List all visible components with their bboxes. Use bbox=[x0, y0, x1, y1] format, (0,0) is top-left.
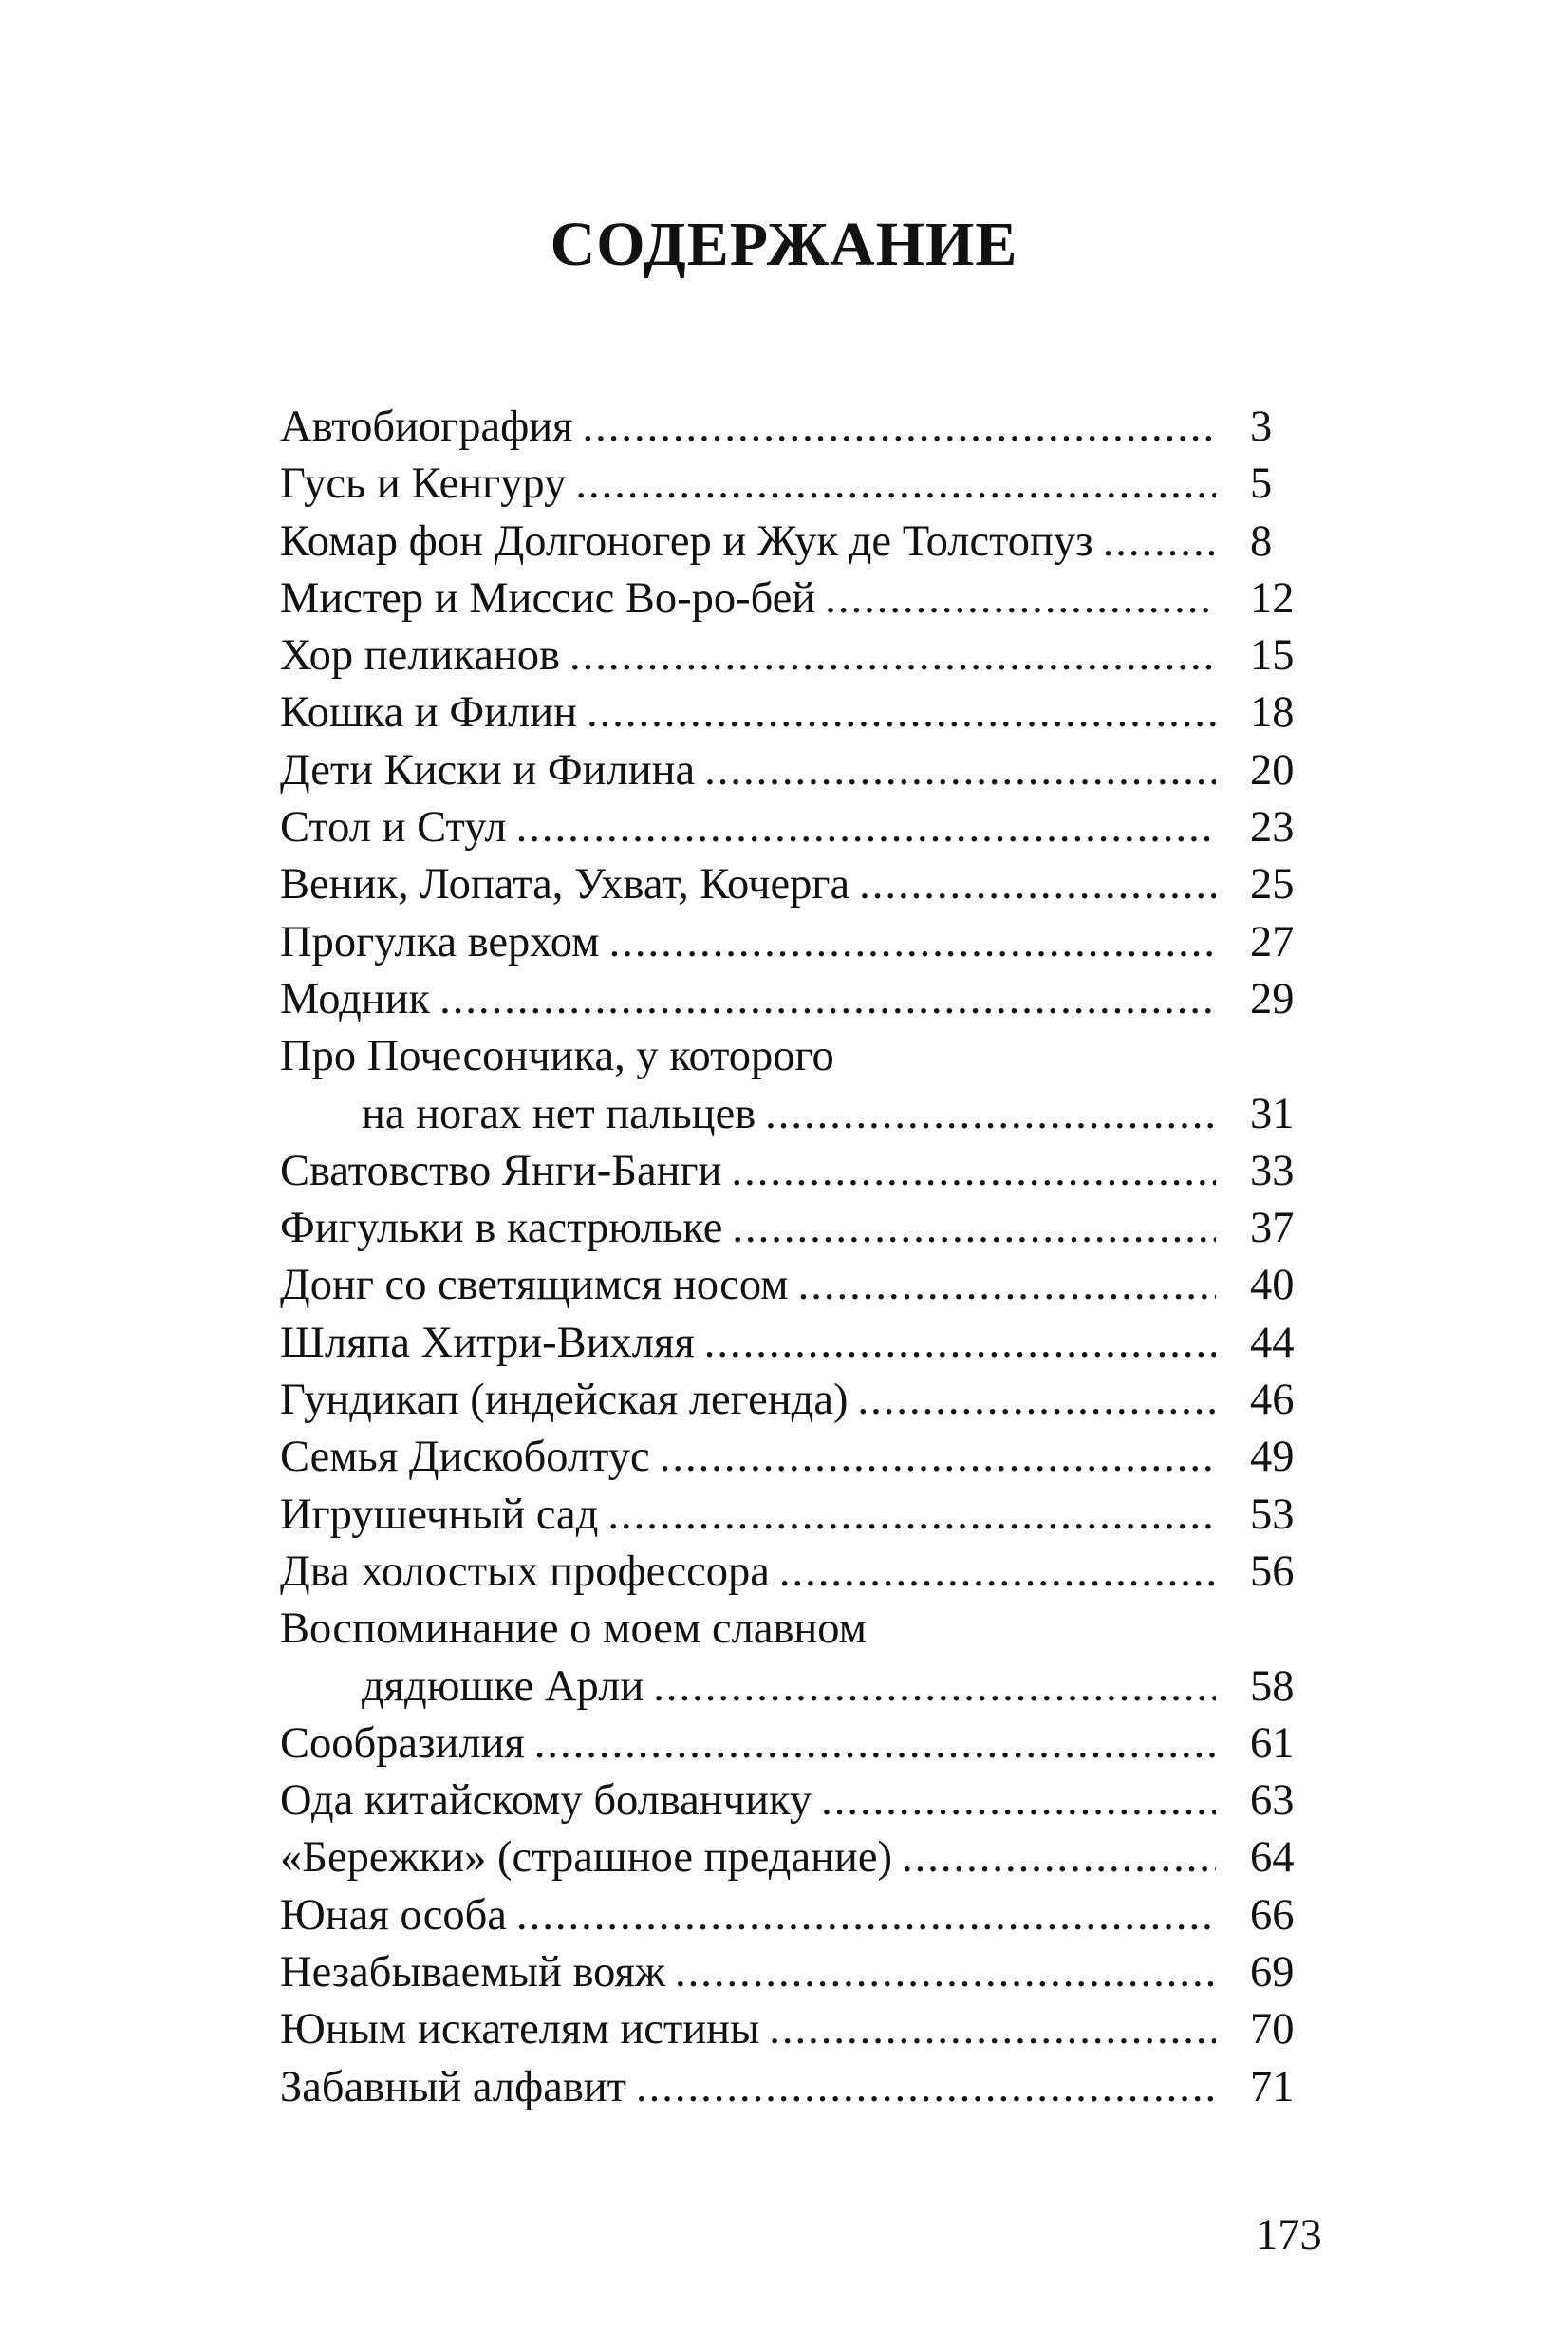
toc-entry-page: 71 bbox=[1250, 2062, 1295, 2111]
toc-entry-page: 33 bbox=[1250, 1146, 1295, 1195]
toc-leader-dots bbox=[587, 684, 1216, 741]
toc-entry-page: 25 bbox=[1250, 860, 1295, 909]
toc-leader-dots bbox=[821, 1772, 1216, 1829]
toc-entry bbox=[280, 1716, 1324, 1772]
toc-entry bbox=[280, 456, 1324, 513]
toc-entry bbox=[280, 1143, 1324, 1200]
toc-entry bbox=[280, 971, 1324, 1028]
toc-leader-dots bbox=[798, 1257, 1216, 1314]
toc-entry-title: Незабываемый вояж bbox=[280, 1948, 666, 1997]
toc-entry-page: 3 bbox=[1250, 403, 1273, 451]
toc-entry-title: Юная особа bbox=[280, 1890, 507, 1940]
toc-leader-dots bbox=[704, 742, 1216, 799]
toc-entry-page: 63 bbox=[1250, 1776, 1295, 1826]
toc-entry-title: Семья Дискоболтус bbox=[280, 1433, 650, 1482]
toc-entry-page: 69 bbox=[1250, 1948, 1295, 1997]
toc-leader-dots bbox=[575, 456, 1216, 513]
toc-entry-page: 8 bbox=[1250, 516, 1273, 566]
toc-entry-page: 46 bbox=[1250, 1376, 1295, 1425]
toc-entry-title: Шляпа Хитри-Вихляя bbox=[280, 1318, 695, 1367]
toc-entry-page: 31 bbox=[1250, 1089, 1295, 1138]
toc-entry-title: Игрушечный сад bbox=[280, 1490, 599, 1539]
toc-entry bbox=[280, 571, 1324, 628]
toc-leader-dots bbox=[607, 1487, 1216, 1544]
toc-leader-dots bbox=[534, 1716, 1216, 1772]
toc-leader-dots bbox=[732, 1200, 1216, 1257]
toc-entry bbox=[280, 1372, 1324, 1429]
toc-entry-page: 44 bbox=[1250, 1318, 1295, 1367]
toc-leader-dots bbox=[516, 1887, 1216, 1944]
toc-entry bbox=[280, 1829, 1324, 1886]
toc-entry-title: Комар фон Долгоногер и Жук де Толстопуз bbox=[280, 516, 1093, 566]
toc-leader-dots bbox=[439, 971, 1216, 1028]
toc-entry-title: Забавный алфавит bbox=[280, 2062, 627, 2111]
toc-entry-page: 64 bbox=[1250, 1833, 1295, 1883]
toc-entry-title: Сватовство Янги-Банги bbox=[280, 1146, 722, 1195]
toc-leader-dots bbox=[675, 1944, 1216, 2001]
toc-leader-dots bbox=[859, 856, 1216, 913]
toc-entry-title: Кошка и Филин bbox=[280, 688, 578, 738]
toc-entry bbox=[280, 514, 1324, 571]
toc-entry-first-line bbox=[280, 1028, 1324, 1085]
toc-entry-title: Гусь и Кенгуру bbox=[280, 459, 567, 509]
toc-entry-title: Мистер и Миссис Во-ро-бей bbox=[280, 573, 816, 623]
toc-leader-dots bbox=[660, 1429, 1216, 1486]
toc-entry-title: Донг со светящимся носом bbox=[280, 1261, 789, 1310]
toc-leader-dots bbox=[857, 1372, 1216, 1429]
toc-entry-title: Юным искателям истины bbox=[280, 2005, 760, 2054]
toc-entry bbox=[280, 914, 1324, 971]
toc-entry-title: Воспоминание о моем славном bbox=[280, 1604, 868, 1654]
toc-entry-page: 40 bbox=[1250, 1261, 1295, 1310]
toc-entry-page: 66 bbox=[1250, 1890, 1295, 1940]
toc-entry bbox=[280, 2059, 1324, 2116]
toc-leader-dots bbox=[902, 1829, 1216, 1886]
toc-entry-first-line bbox=[280, 1601, 1324, 1658]
toc-entry-title: Сообразилия bbox=[280, 1718, 525, 1768]
toc-entry-page: 23 bbox=[1250, 803, 1295, 853]
toc-entry bbox=[280, 799, 1324, 856]
page-title: СОДЕРЖАНИЕ bbox=[550, 210, 1018, 279]
toc-entry-title: Хор пеликанов bbox=[280, 631, 561, 681]
toc-entry-title: Автобиография bbox=[280, 403, 573, 451]
toc-leader-dots bbox=[769, 2001, 1216, 2058]
toc-entry bbox=[280, 1887, 1324, 1944]
toc-leader-dots bbox=[779, 1544, 1216, 1601]
toc-entry-title-continuation: дядюшке Арли bbox=[362, 1661, 644, 1711]
toc-entry-page: 61 bbox=[1250, 1718, 1295, 1768]
toc-leader-dots bbox=[765, 1086, 1216, 1143]
toc-entry bbox=[280, 399, 1324, 456]
toc-entry bbox=[280, 1315, 1324, 1372]
toc-entry-title: Про Почесончика, у которого bbox=[280, 1032, 834, 1081]
toc-entry bbox=[280, 1772, 1324, 1829]
toc-entry-page: 15 bbox=[1250, 631, 1295, 681]
toc-entry-page: 12 bbox=[1250, 573, 1295, 623]
toc-entry bbox=[280, 1257, 1324, 1314]
toc-entry-title: Фигульки в кастрюльке bbox=[280, 1204, 723, 1253]
toc-entry-title: Прогулка верхом bbox=[280, 917, 600, 966]
table-of-contents bbox=[280, 399, 1324, 2116]
toc-entry-page: 5 bbox=[1250, 459, 1273, 509]
toc-entry-page: 18 bbox=[1250, 688, 1295, 738]
toc-entry bbox=[280, 1544, 1324, 1601]
page-number: 173 bbox=[1256, 2211, 1322, 2260]
toc-entry-page: 27 bbox=[1250, 917, 1295, 966]
toc-entry-page: 58 bbox=[1250, 1661, 1295, 1711]
toc-entry-title: Стол и Стул bbox=[280, 803, 507, 853]
toc-entry-title: Два холостых профессора bbox=[280, 1547, 770, 1596]
toc-entry-continuation bbox=[280, 1659, 1324, 1716]
toc-entry bbox=[280, 684, 1324, 741]
toc-entry-title-continuation: на ногах нет пальцев bbox=[362, 1089, 756, 1138]
toc-entry bbox=[280, 628, 1324, 684]
toc-leader-dots bbox=[516, 799, 1216, 856]
toc-entry-continuation bbox=[280, 1086, 1324, 1143]
toc-entry bbox=[280, 1487, 1324, 1544]
toc-entry-page: 56 bbox=[1250, 1547, 1295, 1596]
toc-entry-title: «Бережки» (страшное предание) bbox=[280, 1833, 892, 1883]
toc-leader-dots bbox=[731, 1143, 1216, 1200]
toc-entry-page: 49 bbox=[1250, 1433, 1295, 1482]
toc-entry-page: 20 bbox=[1250, 745, 1295, 795]
toc-entry-page: 29 bbox=[1250, 974, 1295, 1023]
toc-leader-dots bbox=[704, 1315, 1216, 1372]
toc-leader-dots bbox=[636, 2059, 1216, 2116]
toc-entry-title: Гундикап (индейская легенда) bbox=[280, 1376, 849, 1425]
toc-entry bbox=[280, 856, 1324, 913]
toc-entry bbox=[280, 1429, 1324, 1486]
toc-entry bbox=[280, 2001, 1324, 2058]
toc-entry-title: Модник bbox=[280, 974, 431, 1023]
toc-leader-dots bbox=[569, 628, 1216, 684]
toc-entry bbox=[280, 1200, 1324, 1257]
toc-entry bbox=[280, 742, 1324, 799]
toc-leader-dots bbox=[653, 1659, 1216, 1716]
toc-entry-title: Ода китайскому болванчику bbox=[280, 1776, 812, 1826]
toc-leader-dots bbox=[1103, 514, 1216, 571]
toc-leader-dots bbox=[825, 571, 1216, 628]
toc-leader-dots bbox=[609, 914, 1216, 971]
toc-entry-page: 37 bbox=[1250, 1204, 1295, 1253]
toc-entry bbox=[280, 1944, 1324, 2001]
toc-entry-page: 70 bbox=[1250, 2005, 1295, 2054]
toc-entry-page: 53 bbox=[1250, 1490, 1295, 1539]
toc-entry-title: Дети Киски и Филина bbox=[280, 745, 696, 795]
toc-leader-dots bbox=[583, 399, 1217, 456]
toc-entry-title: Веник, Лопата, Ухват, Кочерга bbox=[280, 860, 850, 909]
